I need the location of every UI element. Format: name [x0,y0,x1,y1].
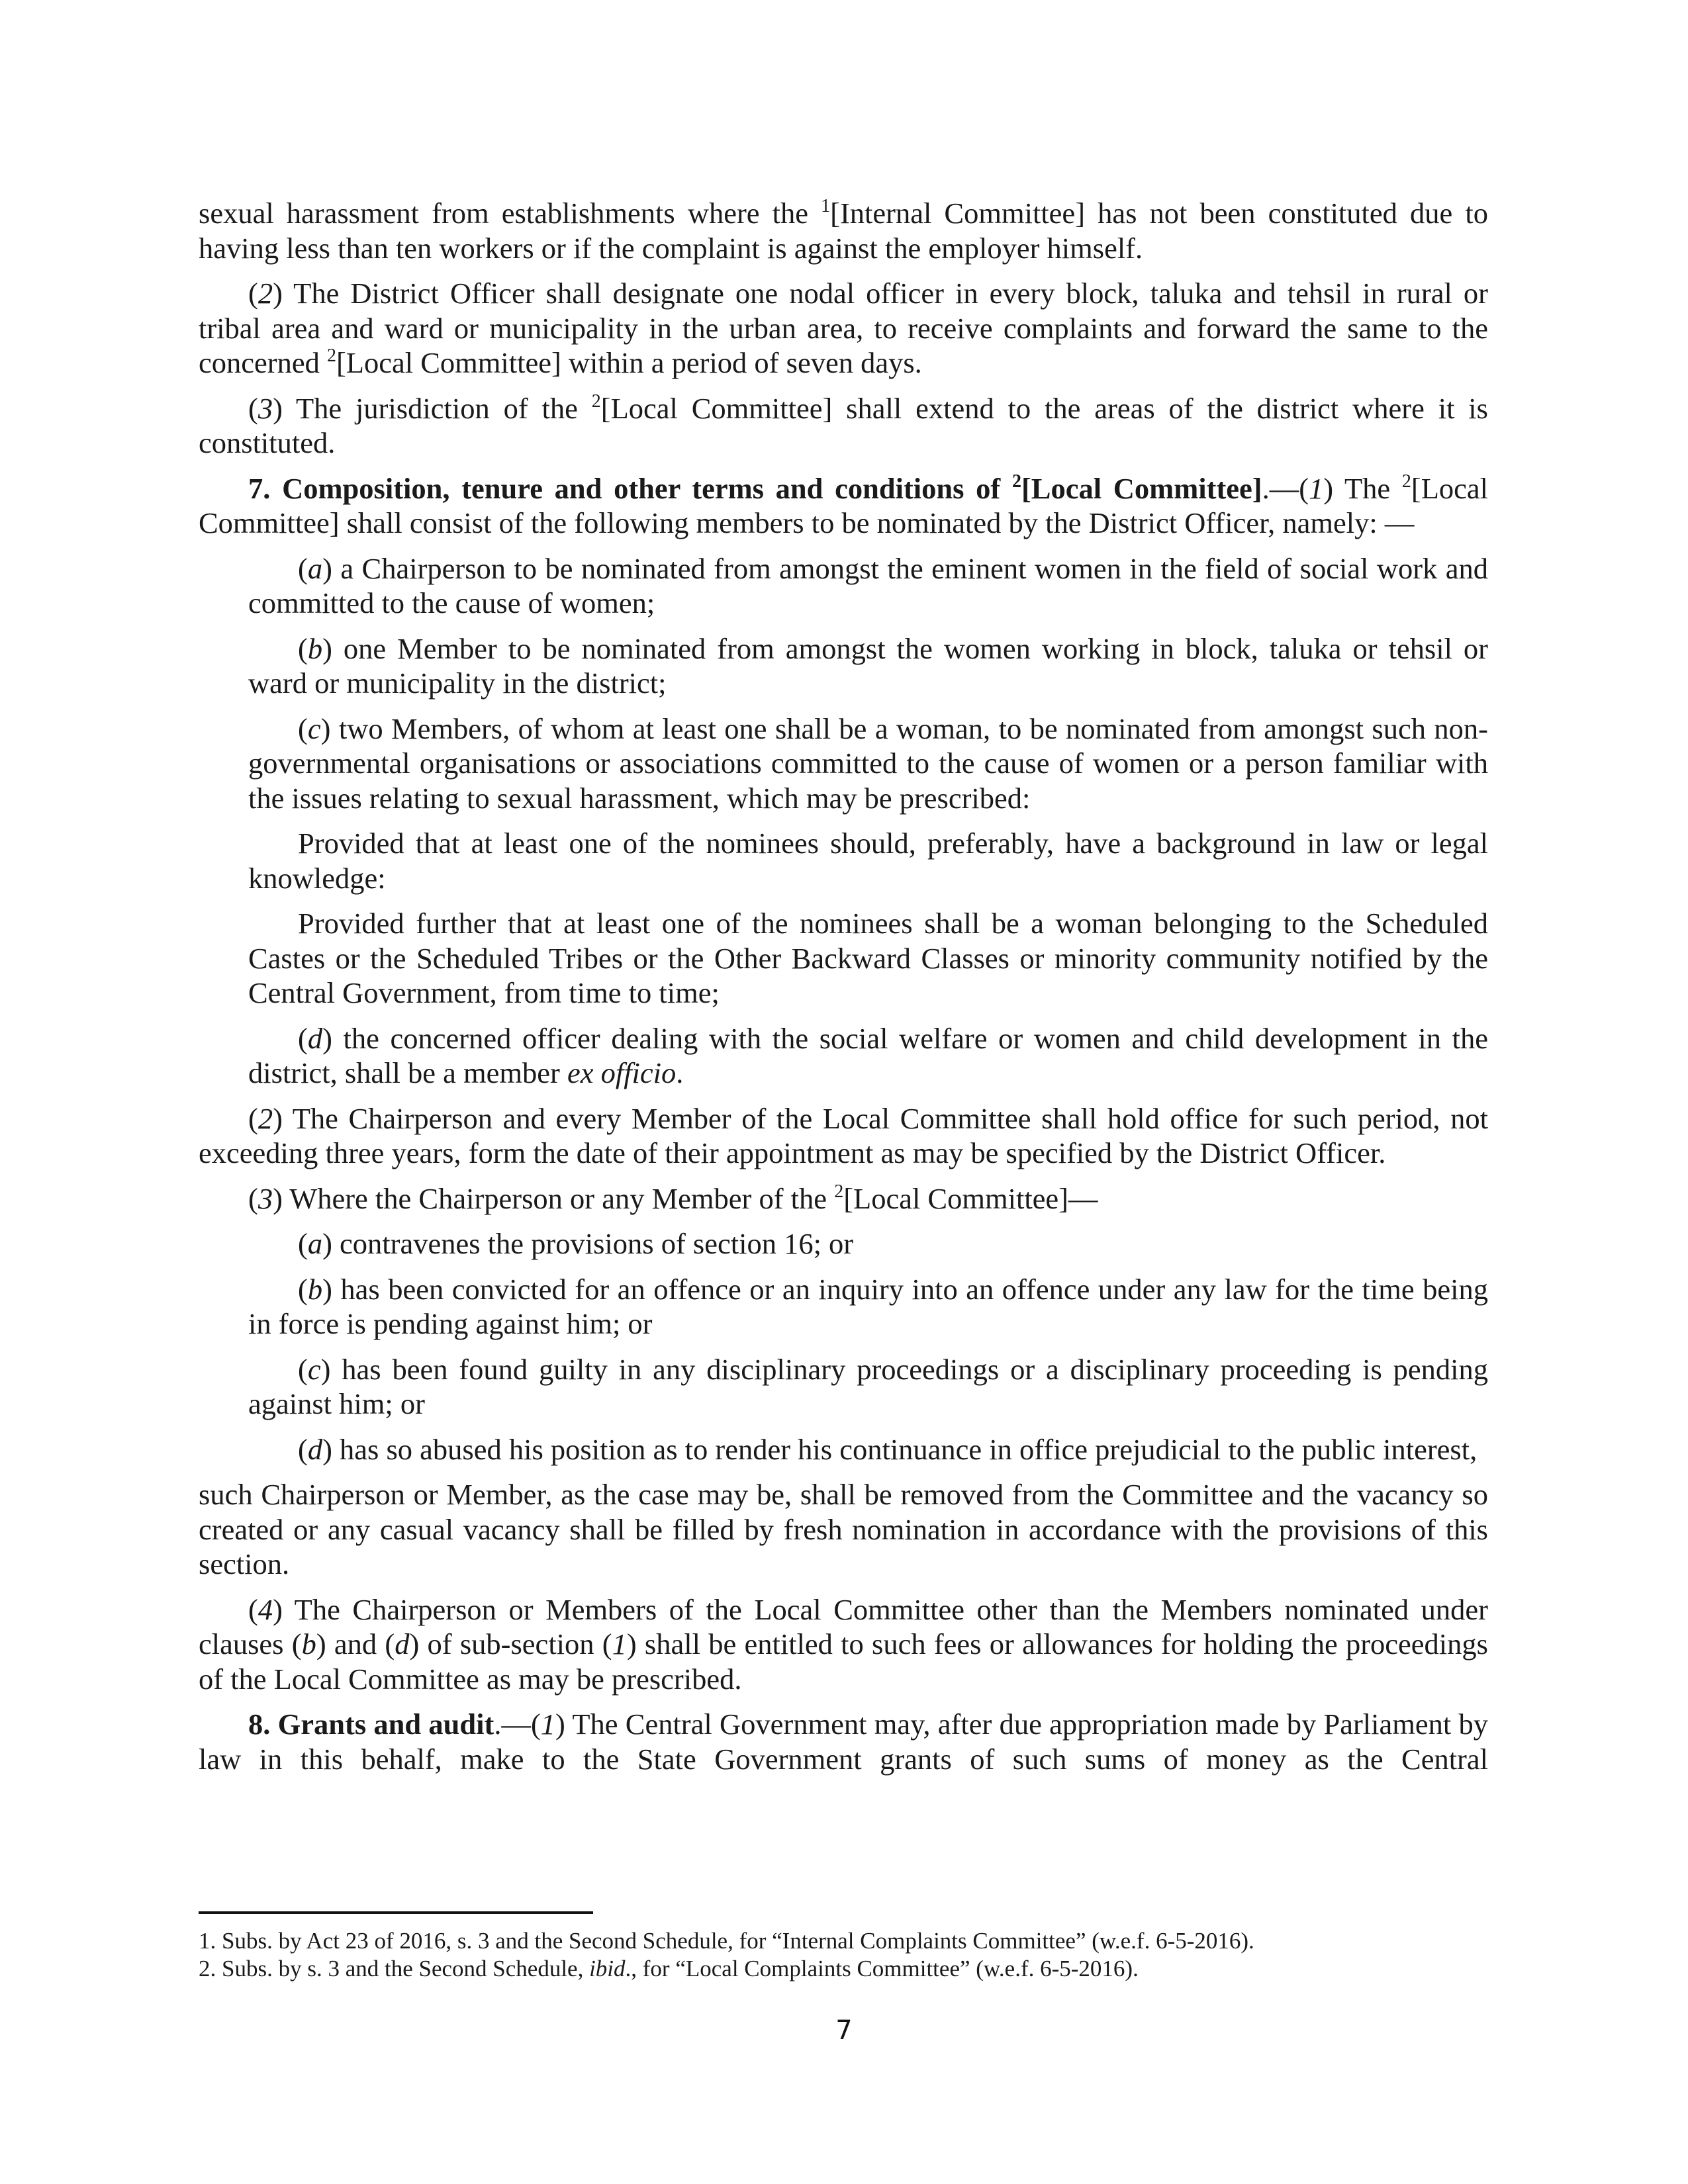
section-8-heading: 8. Grants and audit [248,1707,494,1741]
clause-7-b: (b) one Member to be nominated from amongst the women working in block, taluka or tehsil or ward or municipality in the district; [248,631,1488,700]
subsection-7-4: (4) The Chairperson or Members of the Local Committee other than the Members nominated under clauses (b) and (d) of sub-section (1) shall be entitled to such fees or allowances for holding the proceedings of the Local Committee as may be prescribed. [199,1592,1488,1696]
footnotes [199,1927,1488,1983]
footnote-divider [199,1911,593,1914]
removal-clause-d: (d) has so abused his position as to render his continuance in office prejudicial to the public interest, [298,1432,1477,1466]
footnote-1: 1. Subs. by Act 23 of 2016, s. 3 and the Second Schedule, for “Internal Complaints Committee” (w.e.f. 6-5-2016). [199,1928,1254,1954]
clause-7-d: (d) the concerned officer dealing with the social welfare or women and child development in the district, shall be a member ex officio. [248,1021,1488,1089]
section-7-heading: 7. Composition, tenure and other terms and conditions of $^2$[Local Committee] [248,471,1262,505]
section-8: 8. Grants and audit.—(1) The Central Government may, after due appropriation made by Parliament by law in this behalf, make to the State Government grants of such sums of money as the Central [199,1707,1488,1776]
page-number: 7 [835,2015,853,2046]
removal-clause-c: (c) has been found guilty in any disciplinary proceedings or a disciplinary proceeding is pending against him; or [248,1352,1488,1420]
removal-consequence: such Chairperson or Member, as the case may be, shall be removed from the Committee and the vacancy so created or any casual vacancy shall be filled by fresh nomination in accordance with the provisions of this section. [199,1478,1488,1580]
proviso-2: Provided further that at least one of the nominees shall be a woman belonging to the Scheduled Castes or the Scheduled Tribes or the Other Backward Classes or minority community notified by the Central Government, from time to time; [248,907,1488,1009]
footnote-ref[interactable]: 2 [834,1181,844,1202]
paragraph-continuation: sexual harassment from establishments where the $^1$[Internal Committee] has not been constituted due to having less than ten workers or if the complaint is against the employer himself. [199,196,1488,265]
footnote-ref[interactable]: 2 [1011,471,1021,492]
document-body [199,196,1488,1787]
removal-clause-b: (b) has been convicted for an offence or an inquiry into an offence under any law for the time being in force is pending against him; or [248,1272,1488,1340]
proviso-1: Provided that at least one of the nominees should, preferably, have a background in law or legal knowledge: [248,827,1488,895]
clause-7-a: (a) a Chairperson to be nominated from amongst the eminent women in the field of social work and committed to the cause of women; [248,551,1488,619]
removal-clause-a: (a) contravenes the provisions of section 16; or [298,1227,854,1260]
clause-7-c: (c) two Members, of whom at least one shall be a woman, to be nominated from amongst such non-governmental organisations or associations committed to the cause of women or a person familiar with the issues relating to sexual harassment, which may be prescribed: [248,711,1488,815]
section-7: 7. Composition, tenure and other terms and conditions of $^2$[Local Committee].—(1) The $^2$[Local Committee] shall consist of the following members to be nominated by the District Officer, namely: — [199,471,1488,539]
footnote-ref[interactable]: 2 [1401,471,1411,492]
subsection-6-2: (2) The District Officer shall designate one nodal officer in every block, taluka and tehsil in rural or tribal area and ward or municipality in the urban area, to receive complaints and forward the same to the concerned $^2$[Local Committee] within a period of seven days. [199,277,1488,379]
subsection-6-3: (3) The jurisdiction of the $^2$[Local Committee] shall extend to the areas of the district where it is constituted. [199,390,1488,459]
subsection-7-3: (3) Where the Chairperson or any Member of the $^2$[Local Committee]— [248,1181,1098,1215]
footnote-ref[interactable]: 2 [591,390,601,412]
subsection-7-2: (2) The Chairperson and every Member of the Local Committee shall hold office for such period, not exceeding three years, form the date of their appointment as may be specified by the District Officer. [199,1101,1488,1169]
footnote-ref[interactable]: 2 [326,345,336,366]
footnote-2: 2. Subs. by s. 3 and the Second Schedule, ibid., for “Local Complaints Committee” (w.e.f. 6-5-2016). [199,1956,1139,1981]
footnote-ref[interactable]: 1 [821,196,831,216]
